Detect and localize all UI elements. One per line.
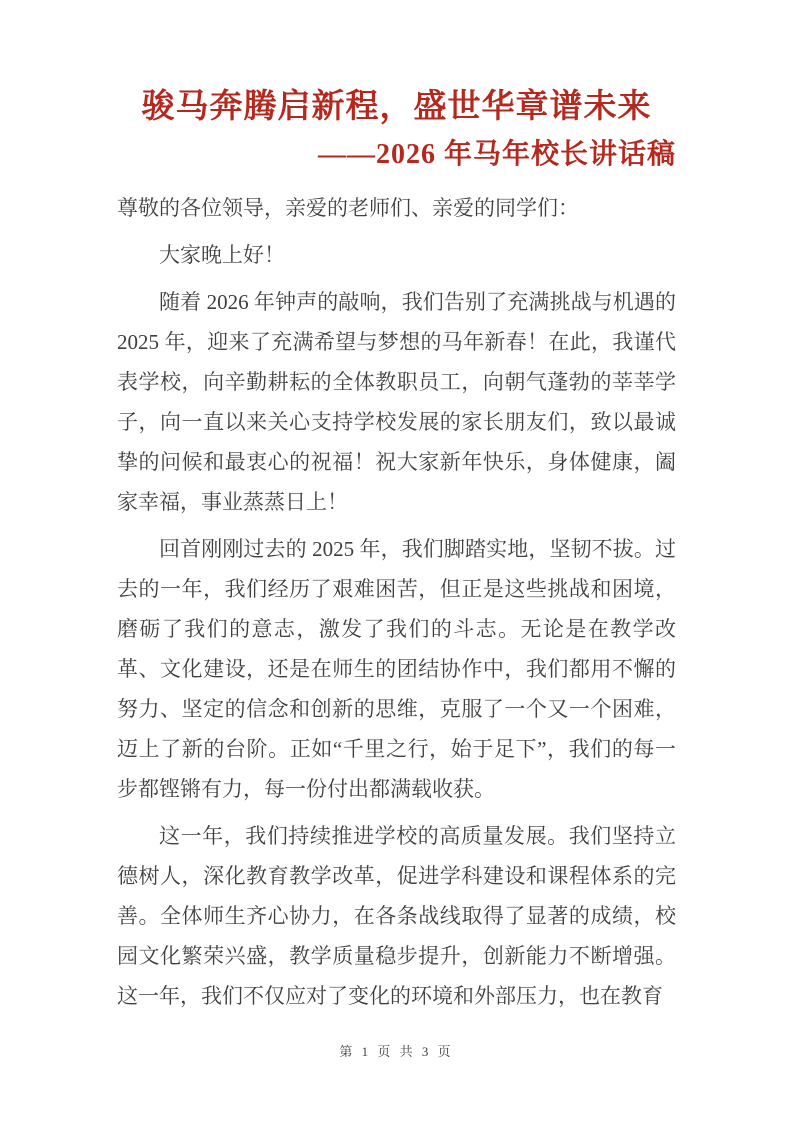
document-body bbox=[117, 188, 676, 1016]
paragraph-review-2025: 回首刚刚过去的 2025 年，我们脚踏实地，坚韧不拔。过去的一年，我们经历了艰难困苦，但正是这些挑战和困境，磨砺了我们的意志，激发了我们的斗志。无论是在教学改革、文化建设，还是在师生的团结协作中，我们都用不懈的努力、坚定的信念和创新的思维，克服了一个又一个困难，迈上了新的台阶。正如“千里之行，始于足下”，我们的每一步都铿锵有力，每一份付出都满载收获。 bbox=[117, 536, 676, 801]
page-number-label: 第 1 页 共 3 页 bbox=[339, 1044, 454, 1059]
paragraph-salutation: 尊敬的各位领导，亲爱的老师们、亲爱的同学们： bbox=[117, 195, 579, 220]
paragraph-greeting: 大家晚上好！ bbox=[159, 242, 285, 267]
paragraph-new-year-wishes: 随着 2026 年钟声的敲响，我们告别了充满挑战与机遇的 2025 年，迎来了充满希望与梦想的马年新春！在此，我谨代表学校，向辛勤耕耘的全体教职员工，向朝气蓬勃的莘莘学子，向一直以来关心支持学校发展的家长朋友们，致以最诚挚的问候和最衷心的祝福！祝大家新年快乐，身体健康，阖家幸福，事业蒸蒸日上！ bbox=[117, 289, 676, 514]
paragraph-school-development: 这一年，我们持续推进学校的高质量发展。我们坚持立德树人，深化教育教学改革，促进学科建设和课程体系的完善。全体师生齐心协力，在各条战线取得了显著的成绩，校园文化繁荣兴盛，教学质量稳步提升，创新能力不断增强。这一年，我们不仅应对了变化的环境和外部压力，也在教育 bbox=[117, 823, 676, 1008]
document-subtitle: ——2026 年马年校长讲话稿 bbox=[317, 138, 676, 170]
document-title: 骏马奔腾启新程，盛世华章谱未来 bbox=[141, 89, 652, 125]
